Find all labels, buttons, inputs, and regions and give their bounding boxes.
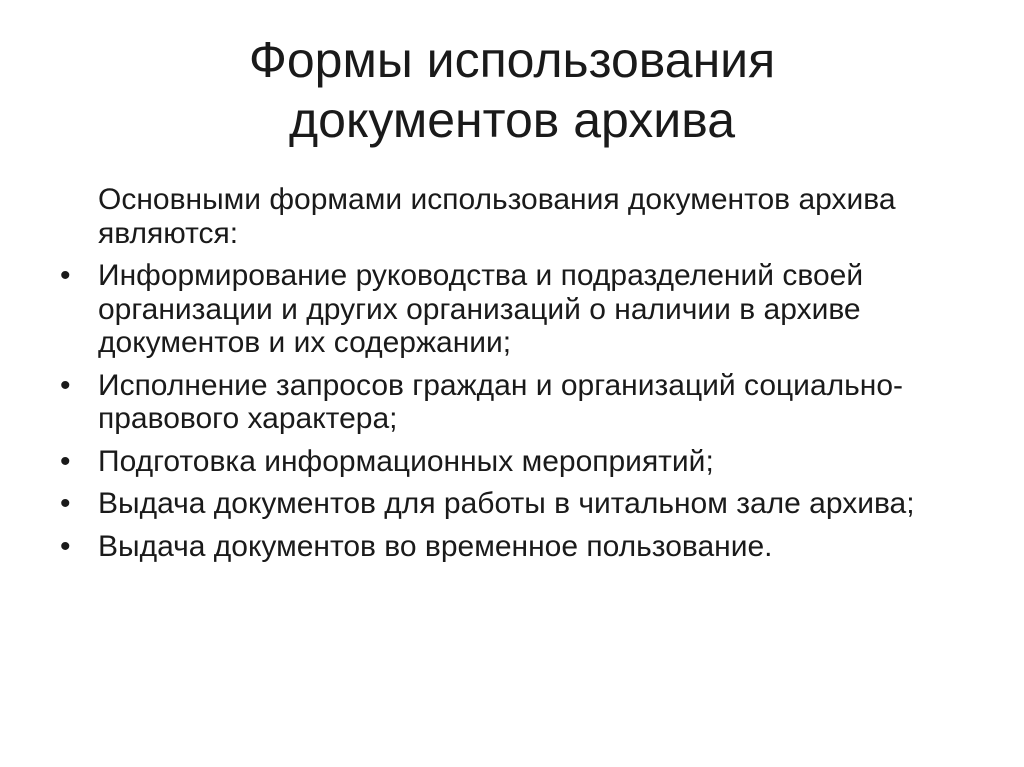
bullet-icon: • xyxy=(60,368,71,402)
intro-paragraph: Основными формами использования документов архива являются: xyxy=(98,183,896,250)
bullet-text: Подготовка информационных мероприятий; xyxy=(98,444,714,478)
bullet-icon: • xyxy=(60,444,71,478)
bullet-text: Выдача документов во временное пользование. xyxy=(98,529,773,563)
bullet-text: Выдача документов для работы в читальном зале архива; xyxy=(98,487,915,520)
title-line-2: документов архива xyxy=(288,92,736,148)
bullet-icon: • xyxy=(60,259,71,292)
bullet-icon: • xyxy=(60,529,71,563)
bullet-item xyxy=(56,487,976,521)
title-line-1: Формы использования xyxy=(248,32,776,88)
bullet-item xyxy=(56,369,976,436)
bullet-icon: • xyxy=(60,487,71,520)
bullet-text: Информирование руководства и подразделений своей организации и других организаций о наличии в архиве документов и их содержании; xyxy=(98,259,864,359)
bullet-item xyxy=(56,259,976,360)
bullet-item xyxy=(56,445,976,479)
slide-body xyxy=(56,183,976,572)
bullet-list xyxy=(56,259,976,563)
bullet-text: Исполнение запросов граждан и организаций социально-правового характера; xyxy=(98,368,904,435)
bullet-item xyxy=(56,530,976,564)
slide-title xyxy=(0,30,1024,150)
